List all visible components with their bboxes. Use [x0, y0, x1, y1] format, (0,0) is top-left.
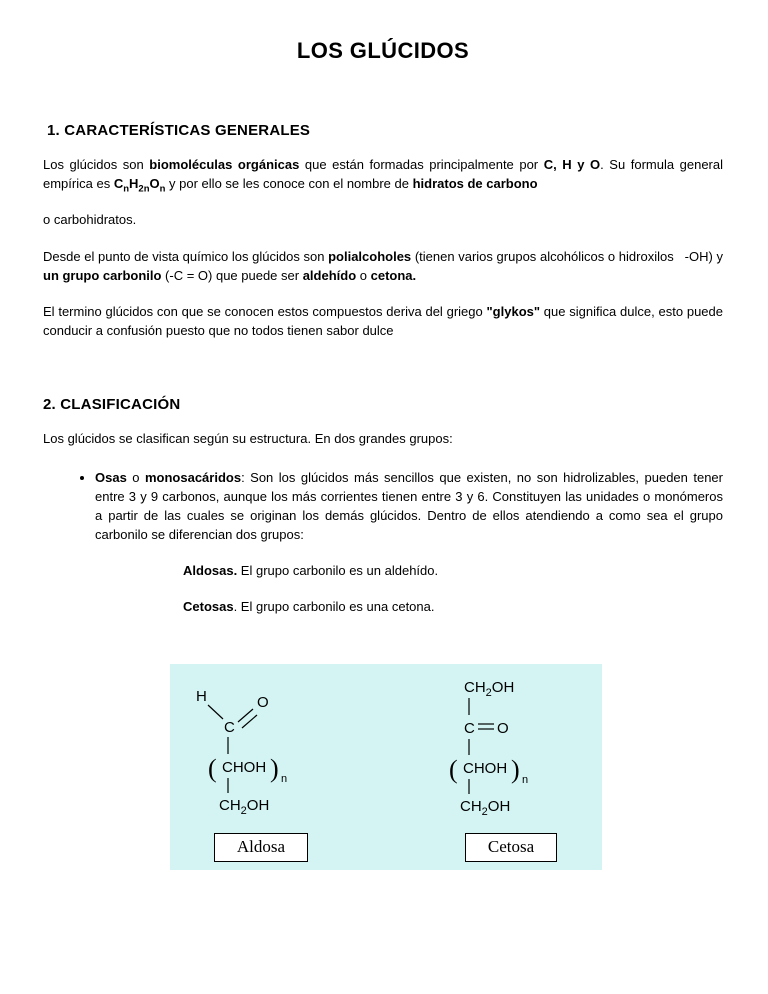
section-2-heading: 2. CLASIFICACIÓN	[43, 396, 181, 413]
aldosa-label-box	[214, 833, 308, 862]
atom-c-label: C	[224, 719, 235, 736]
atom-o-label: O	[257, 694, 269, 711]
paragraph-general-1: Los glúcidos son biomoléculas orgánicas que están formadas principalmente por C, H y O. Su formula general empírica es $C_nH_{2n}O_n$ y por ello se les conoce con el nombre de hidratos de carbono	[43, 157, 724, 195]
aldosa-column	[186, 674, 336, 862]
choh-group-label: CHOH	[463, 760, 508, 777]
close-paren: )	[511, 755, 520, 784]
bottom-ch2oh-group-label: $CH_2OH$	[460, 798, 511, 818]
open-paren: (	[208, 754, 217, 783]
close-paren: )	[270, 754, 279, 783]
aldosas-definition: Aldosas. El grupo carbonilo es un aldehído.	[183, 563, 439, 578]
paragraph-general-2: o carbohidratos.	[43, 212, 137, 227]
cetosa-label-box	[465, 833, 557, 862]
aldosa-structure-svg	[186, 674, 336, 819]
cetosa-label-text: Cetosa	[487, 837, 535, 856]
ch2oh-group-label: $CH_2OH$	[219, 797, 270, 817]
atom-o-label: O	[497, 720, 509, 737]
aldosa-label-text: Aldosa	[236, 837, 286, 856]
page-title: LOS GLÚCIDOS	[296, 38, 470, 63]
cetosa-column	[436, 674, 586, 862]
atom-h-label: H	[196, 688, 207, 705]
paragraph-general-4: El termino glúcidos con que se conocen estos compuestos deriva del griego "glykos" que significa dulce, esto puede conducir a confusión puesto que no todos tienen sabor dulce	[43, 304, 723, 338]
cetosa-structure-svg	[436, 674, 586, 819]
chemical-structures-figure	[170, 664, 602, 870]
open-paren: (	[449, 755, 458, 784]
subscript-n: n	[522, 774, 529, 786]
top-ch2oh-group-label: $CH_2OH$	[464, 679, 515, 699]
atom-c-label: C	[464, 720, 475, 737]
section-1-heading: 1. CARACTERÍSTICAS GENERALES	[47, 122, 311, 139]
osas-bullet-item: • Osas o monosacáridos: Son los glúcidos más sencillos que existen, no son hidrolizables, pueden tener entre 3 y 9 carbonos, aunque los más corrientes tienen entre 3 y 6. Constituyen las unidades o monómeros a partir de las cuales se originan los demás glúcidos. Dentro de ellos atendiendo a como sea el grupo carbonilo se diferencian dos grupos:	[95, 468, 723, 544]
bond-h-c	[208, 705, 223, 719]
cetosas-definition: Cetosas. El grupo carbonilo es una cetona.	[183, 599, 435, 614]
classification-intro: Los glúcidos se clasifican según su estructura. En dos grandes grupos:	[43, 431, 453, 446]
paragraph-general-3: Desde el punto de vista químico los glúcidos son polialcoholes (tienen varios grupos alcohólicos o hidroxilos -OH) y un grupo carbonilo (-C = O) que puede ser aldehído o cetona.	[43, 249, 723, 283]
subscript-n: n	[281, 773, 288, 785]
choh-group-label: CHOH	[222, 759, 267, 776]
classification-list	[43, 468, 723, 544]
